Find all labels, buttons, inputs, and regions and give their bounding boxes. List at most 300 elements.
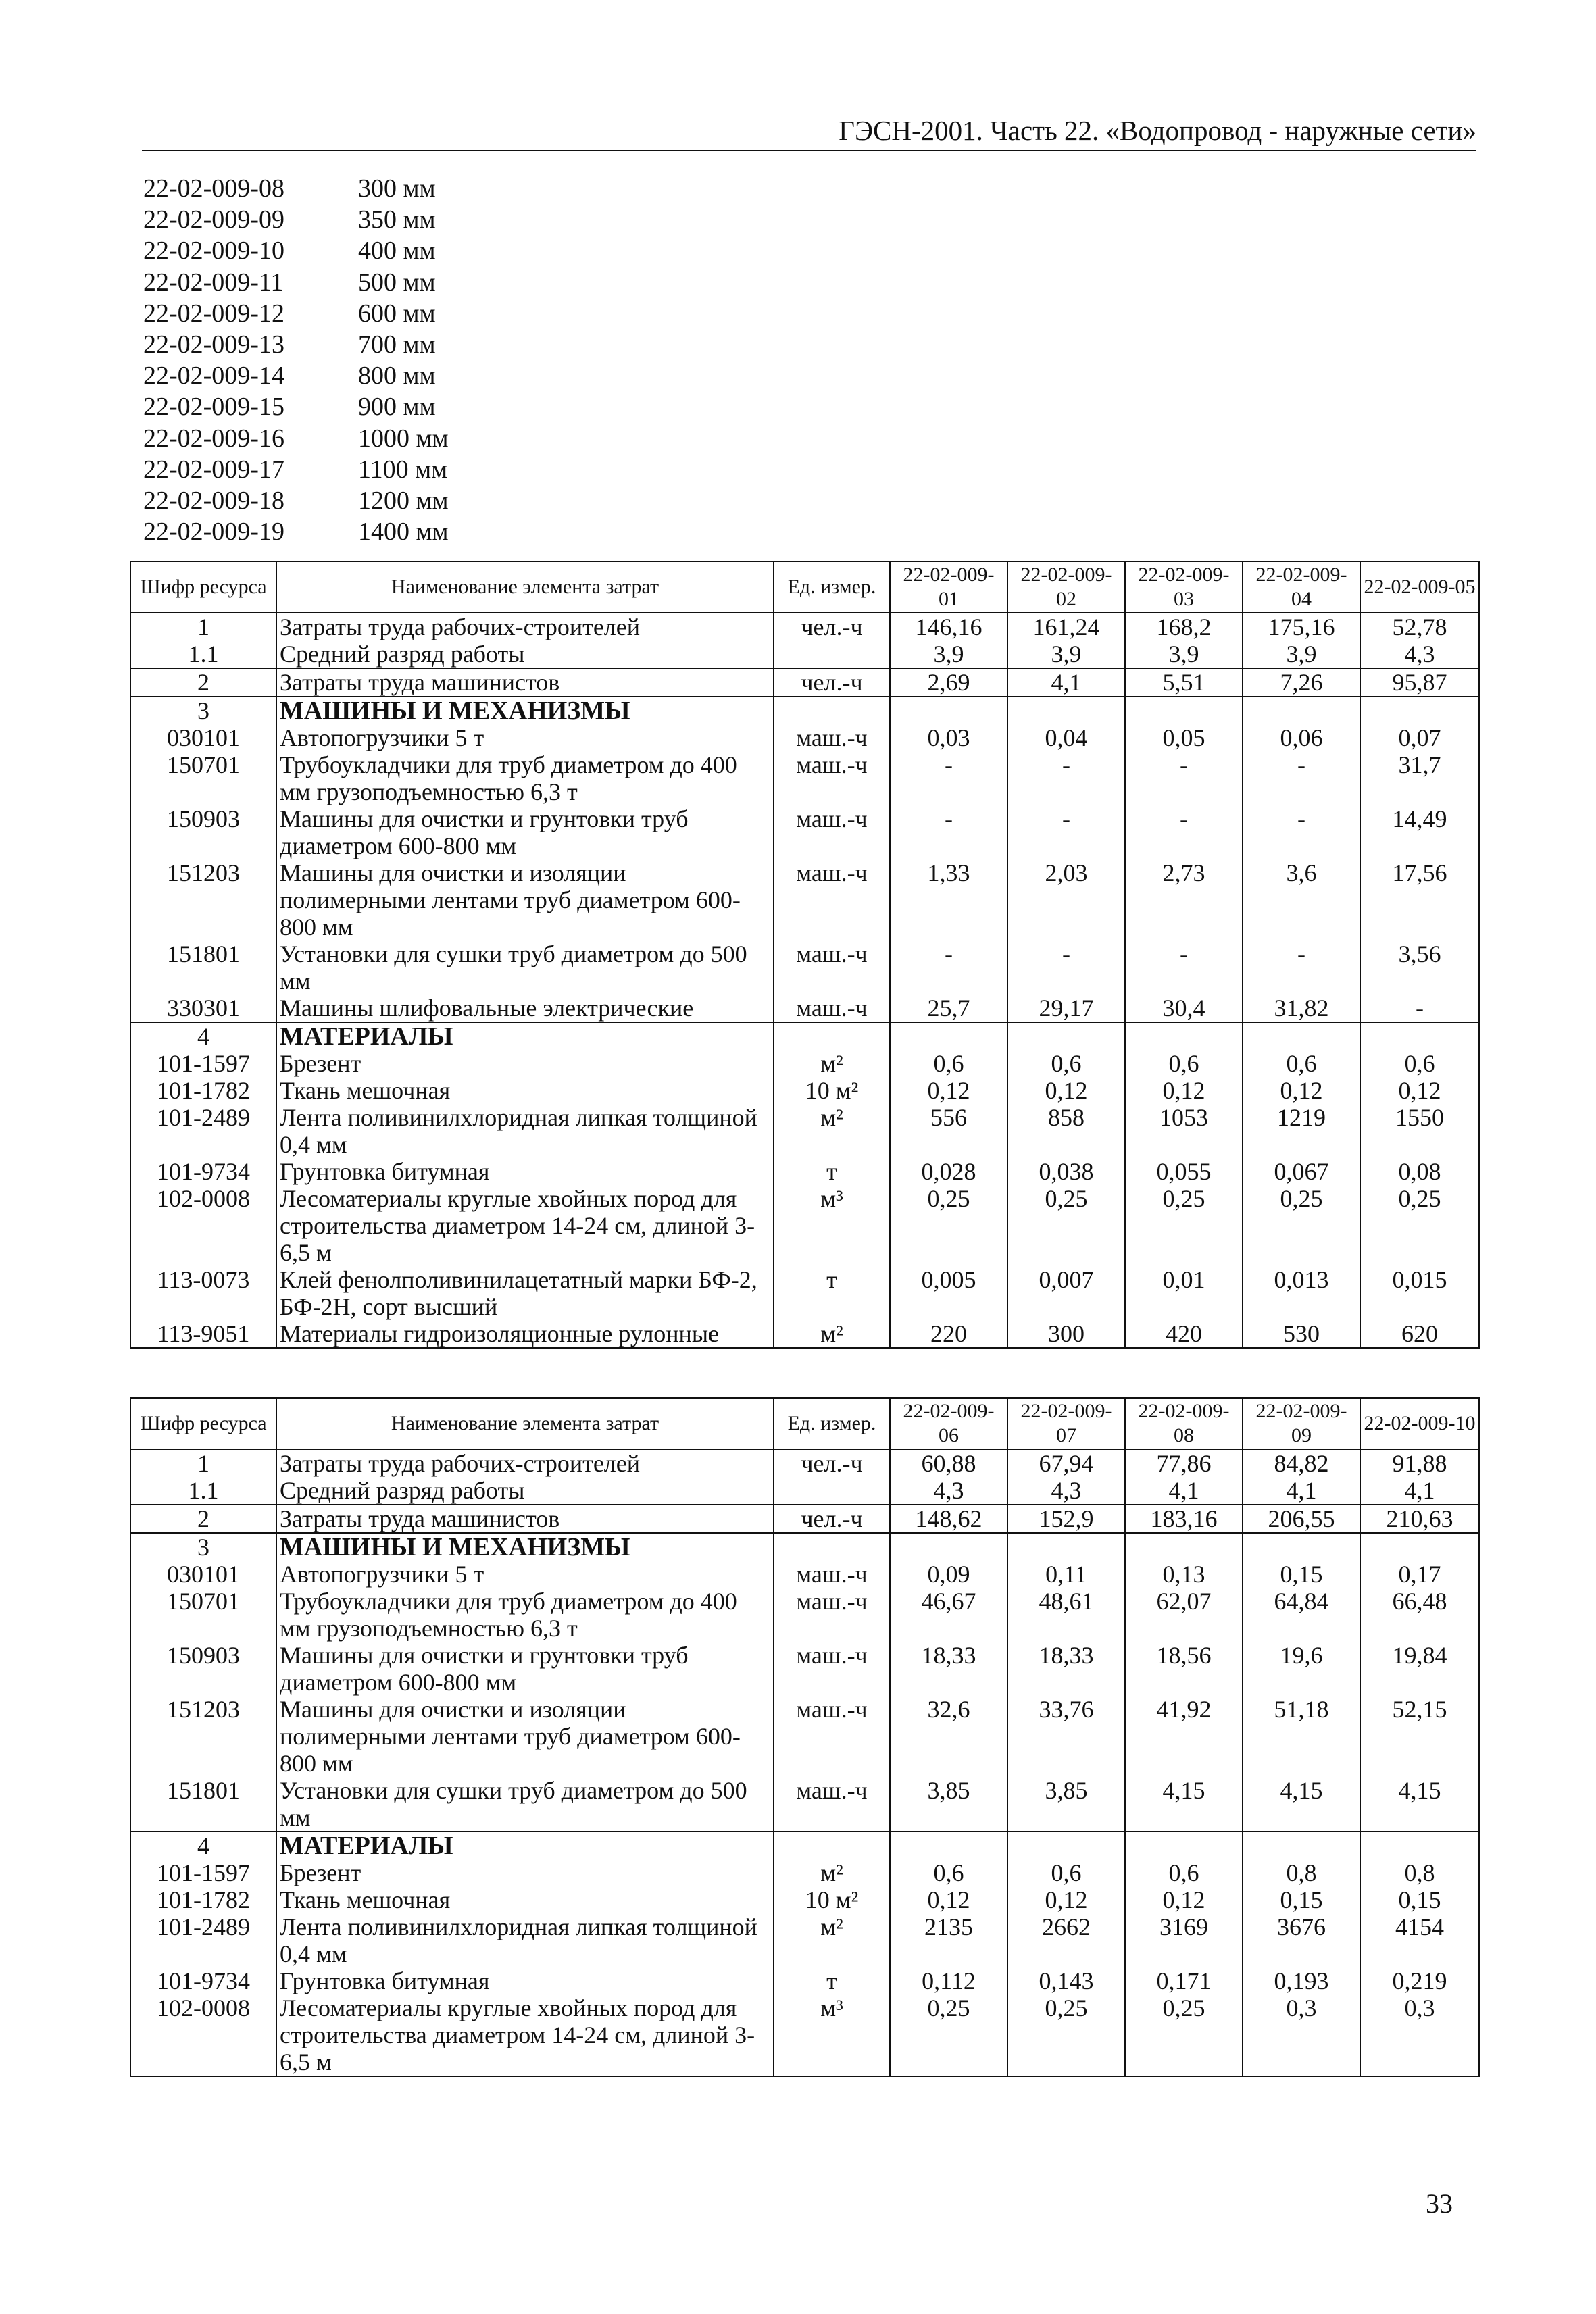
row-value: 0,12	[1125, 1077, 1243, 1104]
row-value: 52,78	[1360, 613, 1479, 640]
row-value: 48,61	[1007, 1588, 1125, 1642]
row-unit: маш.-ч	[774, 751, 890, 805]
row-value	[1007, 697, 1125, 724]
row-value: 2662	[1007, 1913, 1125, 1967]
header-column-code: 22-02-009-10	[1360, 1398, 1479, 1449]
diameter-value: 800 мм	[358, 361, 436, 391]
code-value: 22-02-009-17	[143, 455, 284, 484]
row-name: Грунтовка битумная	[276, 1967, 774, 1994]
header-title: ГЭСН-2001. Часть 22. «Водопровод - наружные сети»	[839, 115, 1476, 146]
row-value: 0,13	[1125, 1561, 1243, 1588]
row-name: Автопогрузчики 5 т	[276, 724, 774, 751]
row-value: 0,007	[1007, 1266, 1125, 1320]
row-unit: маш.-ч	[774, 1777, 890, 1832]
row-unit: чел.-ч	[774, 1449, 890, 1477]
row-code: 101-9734	[130, 1158, 276, 1185]
row-value: 530	[1243, 1320, 1360, 1348]
row-value: 0,171	[1125, 1967, 1243, 1994]
row-value: -	[1243, 751, 1360, 805]
row-value	[1125, 1832, 1243, 1859]
row-name: Брезент	[276, 1859, 774, 1886]
row-unit	[774, 640, 890, 668]
row-code: 1.1	[130, 1477, 276, 1505]
row-value: 0,6	[1125, 1859, 1243, 1886]
row-value: -	[1007, 805, 1125, 859]
resource-table-1	[130, 561, 1480, 1349]
row-name: Автопогрузчики 5 т	[276, 1561, 774, 1588]
row-value: 84,82	[1243, 1449, 1360, 1477]
row-name: МАТЕРИАЛЫ	[276, 1832, 774, 1859]
code-list-item	[143, 173, 449, 204]
row-name: Машины шлифовальные электрические	[276, 995, 774, 1022]
header-column-code: 22-02-009-08	[1125, 1398, 1243, 1449]
row-code: 030101	[130, 724, 276, 751]
row-value: 4,1	[1243, 1477, 1360, 1505]
header-column-code: 22-02-009-09	[1243, 1398, 1360, 1449]
row-value	[1360, 1022, 1479, 1050]
row-value	[890, 1022, 1007, 1050]
row-value	[1007, 1022, 1125, 1050]
row-value: 210,63	[1360, 1505, 1479, 1533]
row-value: 4,1	[1125, 1477, 1243, 1505]
row-value: 2,69	[890, 668, 1007, 697]
row-value: 0,25	[1007, 1994, 1125, 2076]
row-value: 91,88	[1360, 1449, 1479, 1477]
code-list-item	[143, 454, 449, 485]
table-row	[130, 724, 1479, 751]
page-number: 33	[1426, 2188, 1453, 2219]
row-value: 64,84	[1243, 1588, 1360, 1642]
row-unit: маш.-ч	[774, 1561, 890, 1588]
row-name: Грунтовка битумная	[276, 1158, 774, 1185]
row-value: 25,7	[890, 995, 1007, 1022]
row-value: 18,56	[1125, 1642, 1243, 1696]
header-name: Наименование элемента затрат	[276, 1398, 774, 1449]
row-value: -	[1007, 940, 1125, 995]
row-value: 0,12	[890, 1886, 1007, 1913]
table-row	[130, 1505, 1479, 1533]
row-value: 0,6	[1243, 1050, 1360, 1077]
row-name: Лента поливинилхлоридная липкая толщиной 0,4 мм	[276, 1104, 774, 1158]
row-value: 46,67	[890, 1588, 1007, 1642]
row-value: 0,06	[1243, 724, 1360, 751]
row-value: 0,12	[1007, 1077, 1125, 1104]
row-value: 60,88	[890, 1449, 1007, 1477]
row-unit: м³	[774, 1994, 890, 2076]
row-value: 4,1	[1007, 668, 1125, 697]
row-code: 150903	[130, 1642, 276, 1696]
row-code: 151801	[130, 940, 276, 995]
row-value: 0,12	[890, 1077, 1007, 1104]
row-value: 4,3	[1007, 1477, 1125, 1505]
diameter-value: 1100 мм	[358, 455, 448, 484]
row-value: 3676	[1243, 1913, 1360, 1967]
row-value	[1007, 1533, 1125, 1561]
row-value: -	[1125, 940, 1243, 995]
row-name: Лесоматериалы круглые хвойных пород для строительства диаметром 14-24 см, длиной 3-6,5 м	[276, 1994, 774, 2076]
row-value	[1243, 1832, 1360, 1859]
row-name: Материалы гидроизоляционные рулонные	[276, 1320, 774, 1348]
code-value: 22-02-009-15	[143, 393, 284, 422]
row-value: 4154	[1360, 1913, 1479, 1967]
row-name: Лесоматериалы круглые хвойных пород для строительства диаметром 14-24 см, длиной 3-6,5 м	[276, 1185, 774, 1266]
table-row	[130, 1994, 1479, 2076]
code-list-item	[143, 235, 449, 266]
row-code: 1	[130, 1449, 276, 1477]
row-value: 556	[890, 1104, 1007, 1158]
row-value	[890, 1832, 1007, 1859]
row-value: 0,25	[1125, 1185, 1243, 1266]
row-value: -	[1125, 805, 1243, 859]
code-list-item	[143, 360, 449, 391]
row-code: 151203	[130, 1696, 276, 1777]
header-column-code: 22-02-009-06	[890, 1398, 1007, 1449]
row-value: 0,08	[1360, 1158, 1479, 1185]
row-value: 0,25	[1360, 1185, 1479, 1266]
row-code: 113-9051	[130, 1320, 276, 1348]
row-value: 0,15	[1243, 1561, 1360, 1588]
row-value	[1007, 1832, 1125, 1859]
table-row	[130, 1886, 1479, 1913]
row-value: 0,6	[890, 1050, 1007, 1077]
row-value: -	[890, 940, 1007, 995]
row-value: 4,3	[1360, 640, 1479, 668]
row-unit: чел.-ч	[774, 668, 890, 697]
row-value	[1125, 697, 1243, 724]
row-value: 31,7	[1360, 751, 1479, 805]
row-value: 0,6	[1125, 1050, 1243, 1077]
row-unit: м²	[774, 1913, 890, 1967]
row-value: 0,15	[1360, 1886, 1479, 1913]
row-unit: 10 м²	[774, 1886, 890, 1913]
row-value: 0,6	[1360, 1050, 1479, 1077]
row-code: 101-1597	[130, 1859, 276, 1886]
row-code: 101-1597	[130, 1050, 276, 1077]
row-value: 0,05	[1125, 724, 1243, 751]
diameter-value: 600 мм	[358, 299, 436, 328]
row-value: 3,6	[1243, 859, 1360, 940]
row-value: 1550	[1360, 1104, 1479, 1158]
row-value: 148,62	[890, 1505, 1007, 1533]
row-value: 220	[890, 1320, 1007, 1348]
table-row	[130, 1158, 1479, 1185]
row-code: 151203	[130, 859, 276, 940]
row-code: 2	[130, 668, 276, 697]
row-code: 101-2489	[130, 1104, 276, 1158]
row-code: 1.1	[130, 640, 276, 668]
row-unit	[774, 1477, 890, 1505]
row-value	[1360, 697, 1479, 724]
table-row	[130, 640, 1479, 668]
row-code: 150701	[130, 751, 276, 805]
table-row	[130, 1050, 1479, 1077]
row-value: 17,56	[1360, 859, 1479, 940]
row-value: 161,24	[1007, 613, 1125, 640]
row-value: 29,17	[1007, 995, 1125, 1022]
table-row	[130, 1022, 1479, 1050]
code-value: 22-02-009-10	[143, 236, 284, 266]
code-list-item	[143, 391, 449, 422]
row-value	[1243, 1533, 1360, 1561]
header-name: Наименование элемента затрат	[276, 561, 774, 613]
row-value: 3169	[1125, 1913, 1243, 1967]
row-value: 19,6	[1243, 1642, 1360, 1696]
row-name: Машины для очистки и грунтовки труб диаметром 600-800 мм	[276, 805, 774, 859]
row-name: Ткань мешочная	[276, 1077, 774, 1104]
row-name: МАТЕРИАЛЫ	[276, 1022, 774, 1050]
row-unit: чел.-ч	[774, 613, 890, 640]
row-value: 183,16	[1125, 1505, 1243, 1533]
row-value: 32,6	[890, 1696, 1007, 1777]
row-name: Машины для очистки и грунтовки труб диаметром 600-800 мм	[276, 1642, 774, 1696]
row-value: 2135	[890, 1913, 1007, 1967]
code-list-item	[143, 516, 449, 547]
code-list-item	[143, 329, 449, 360]
row-value: 0,015	[1360, 1266, 1479, 1320]
row-value: 0,12	[1007, 1886, 1125, 1913]
row-value	[1125, 1533, 1243, 1561]
row-value: 4,15	[1125, 1777, 1243, 1832]
row-value: 0,8	[1360, 1859, 1479, 1886]
row-unit: м²	[774, 1320, 890, 1348]
header-column-code: 22-02-009-03	[1125, 561, 1243, 613]
row-value: 3,85	[890, 1777, 1007, 1832]
header-column-code: 22-02-009-01	[890, 561, 1007, 613]
row-value: 0,112	[890, 1967, 1007, 1994]
row-value: 300	[1007, 1320, 1125, 1348]
row-value: 0,25	[890, 1994, 1007, 2076]
row-value: 2,03	[1007, 859, 1125, 940]
row-value: 95,87	[1360, 668, 1479, 697]
diameter-value: 700 мм	[358, 330, 436, 359]
code-list-item	[143, 485, 449, 516]
code-value: 22-02-009-14	[143, 361, 284, 391]
row-value: 0,12	[1125, 1886, 1243, 1913]
table-header-row	[130, 1398, 1479, 1449]
table-header-row	[130, 561, 1479, 613]
row-value: 0,8	[1243, 1859, 1360, 1886]
header-unit: Ед. измер.	[774, 561, 890, 613]
row-code: 030101	[130, 1561, 276, 1588]
row-value: -	[1007, 751, 1125, 805]
row-value: 51,18	[1243, 1696, 1360, 1777]
row-code: 150903	[130, 805, 276, 859]
row-value: 0,3	[1360, 1994, 1479, 2076]
row-value: 0,04	[1007, 724, 1125, 751]
row-value: 0,143	[1007, 1967, 1125, 1994]
table-row	[130, 613, 1479, 640]
row-value	[1360, 1533, 1479, 1561]
code-value: 22-02-009-13	[143, 330, 284, 359]
table-row	[130, 1320, 1479, 1348]
row-value: -	[1125, 751, 1243, 805]
code-value: 22-02-009-11	[143, 268, 284, 297]
row-value: 2,73	[1125, 859, 1243, 940]
row-value: 1219	[1243, 1104, 1360, 1158]
row-unit: м²	[774, 1050, 890, 1077]
row-value: 0,193	[1243, 1967, 1360, 1994]
row-value: 206,55	[1243, 1505, 1360, 1533]
row-name: Установки для сушки труб диаметром до 500 мм	[276, 1777, 774, 1832]
row-value: 0,6	[1007, 1050, 1125, 1077]
row-value: 0,219	[1360, 1967, 1479, 1994]
row-value: 19,84	[1360, 1642, 1479, 1696]
table-row	[130, 1913, 1479, 1967]
table-row	[130, 1696, 1479, 1777]
row-value: 0,6	[890, 1859, 1007, 1886]
row-name: Трубоукладчики для труб диаметром до 400 мм грузоподъемностью 6,3 т	[276, 751, 774, 805]
row-name: Ткань мешочная	[276, 1886, 774, 1913]
row-name: Средний разряд работы	[276, 1477, 774, 1505]
row-code: 1	[130, 613, 276, 640]
row-code: 3	[130, 697, 276, 724]
table-row	[130, 1642, 1479, 1696]
header-column-code: 22-02-009-07	[1007, 1398, 1125, 1449]
table-row	[130, 1777, 1479, 1832]
row-code: 330301	[130, 995, 276, 1022]
diameter-value: 1200 мм	[358, 486, 449, 515]
code-list-item	[143, 423, 449, 454]
row-code: 101-1782	[130, 1077, 276, 1104]
row-value: 168,2	[1125, 613, 1243, 640]
row-value: 0,6	[1007, 1859, 1125, 1886]
row-name: МАШИНЫ И МЕХАНИЗМЫ	[276, 1533, 774, 1561]
row-value: 41,92	[1125, 1696, 1243, 1777]
row-value: -	[1243, 805, 1360, 859]
row-value: 1053	[1125, 1104, 1243, 1158]
table-row	[130, 1266, 1479, 1320]
row-unit: 10 м²	[774, 1077, 890, 1104]
row-unit: маш.-ч	[774, 1642, 890, 1696]
row-value: 3,9	[1125, 640, 1243, 668]
row-code: 4	[130, 1832, 276, 1859]
code-value: 22-02-009-08	[143, 174, 284, 203]
header-column-code: 22-02-009-04	[1243, 561, 1360, 613]
row-value: 7,26	[1243, 668, 1360, 697]
row-value: 5,51	[1125, 668, 1243, 697]
row-code: 102-0008	[130, 1994, 276, 2076]
header-unit: Ед. измер.	[774, 1398, 890, 1449]
row-unit: маш.-ч	[774, 940, 890, 995]
header-code: Шифр ресурса	[130, 561, 276, 613]
row-value: 3,9	[890, 640, 1007, 668]
row-value: 0,3	[1243, 1994, 1360, 2076]
row-value: -	[1243, 940, 1360, 995]
code-value: 22-02-009-12	[143, 299, 284, 328]
diameter-value: 300 мм	[358, 174, 436, 203]
row-unit: м²	[774, 1104, 890, 1158]
row-value: 0,067	[1243, 1158, 1360, 1185]
row-value: -	[890, 805, 1007, 859]
code-list-item	[143, 204, 449, 235]
row-value: 3,85	[1007, 1777, 1125, 1832]
row-value: 0,038	[1007, 1158, 1125, 1185]
row-unit	[774, 1022, 890, 1050]
row-code: 101-2489	[130, 1913, 276, 1967]
row-unit: маш.-ч	[774, 995, 890, 1022]
row-value: 4,15	[1360, 1777, 1479, 1832]
row-value: 0,07	[1360, 724, 1479, 751]
row-value: 0,12	[1360, 1077, 1479, 1104]
row-value: 4,15	[1243, 1777, 1360, 1832]
row-value: 0,25	[1243, 1185, 1360, 1266]
row-name: Затраты труда машинистов	[276, 668, 774, 697]
row-unit: маш.-ч	[774, 1696, 890, 1777]
row-code: 101-1782	[130, 1886, 276, 1913]
row-unit: м³	[774, 1185, 890, 1266]
row-code: 2	[130, 1505, 276, 1533]
row-value: 67,94	[1007, 1449, 1125, 1477]
row-value	[890, 697, 1007, 724]
table-row	[130, 1104, 1479, 1158]
row-value: 66,48	[1360, 1588, 1479, 1642]
code-list	[143, 173, 449, 547]
row-value: 3,9	[1243, 640, 1360, 668]
row-unit: т	[774, 1967, 890, 1994]
diameter-value: 900 мм	[358, 393, 436, 422]
row-code: 4	[130, 1022, 276, 1050]
row-value: 4,1	[1360, 1477, 1479, 1505]
row-unit: т	[774, 1158, 890, 1185]
row-value: 0,028	[890, 1158, 1007, 1185]
row-unit: маш.-ч	[774, 724, 890, 751]
row-value: 0,25	[890, 1185, 1007, 1266]
row-value: 33,76	[1007, 1696, 1125, 1777]
row-value: 146,16	[890, 613, 1007, 640]
row-value: 0,25	[1007, 1185, 1125, 1266]
code-list-item	[143, 267, 449, 298]
table-row	[130, 1588, 1479, 1642]
row-value: 4,3	[890, 1477, 1007, 1505]
table-row	[130, 1077, 1479, 1104]
row-unit: т	[774, 1266, 890, 1320]
row-value: 858	[1007, 1104, 1125, 1158]
table-row	[130, 1533, 1479, 1561]
row-code: 151801	[130, 1777, 276, 1832]
row-name: Затраты труда машинистов	[276, 1505, 774, 1533]
row-value: 62,07	[1125, 1588, 1243, 1642]
table-row	[130, 1185, 1479, 1266]
table-row	[130, 751, 1479, 805]
row-value: 3,9	[1007, 640, 1125, 668]
row-value: 18,33	[890, 1642, 1007, 1696]
row-value: 52,15	[1360, 1696, 1479, 1777]
row-value: 175,16	[1243, 613, 1360, 640]
table-row	[130, 940, 1479, 995]
table-row	[130, 697, 1479, 724]
table-row	[130, 1561, 1479, 1588]
page-header	[142, 114, 1476, 151]
row-unit	[774, 1533, 890, 1561]
table-row	[130, 1449, 1479, 1477]
row-value: 0,01	[1125, 1266, 1243, 1320]
row-unit: маш.-ч	[774, 805, 890, 859]
code-value: 22-02-009-19	[143, 518, 284, 547]
table-row	[130, 1859, 1479, 1886]
row-value: 1,33	[890, 859, 1007, 940]
table-row	[130, 1832, 1479, 1859]
table-row	[130, 1477, 1479, 1505]
row-value: 14,49	[1360, 805, 1479, 859]
diameter-value: 350 мм	[358, 205, 436, 234]
row-unit: маш.-ч	[774, 859, 890, 940]
row-value	[1243, 697, 1360, 724]
row-value: 0,055	[1125, 1158, 1243, 1185]
row-value: 0,17	[1360, 1561, 1479, 1588]
table-row	[130, 805, 1479, 859]
row-value: 0,11	[1007, 1561, 1125, 1588]
code-value: 22-02-009-16	[143, 424, 284, 453]
